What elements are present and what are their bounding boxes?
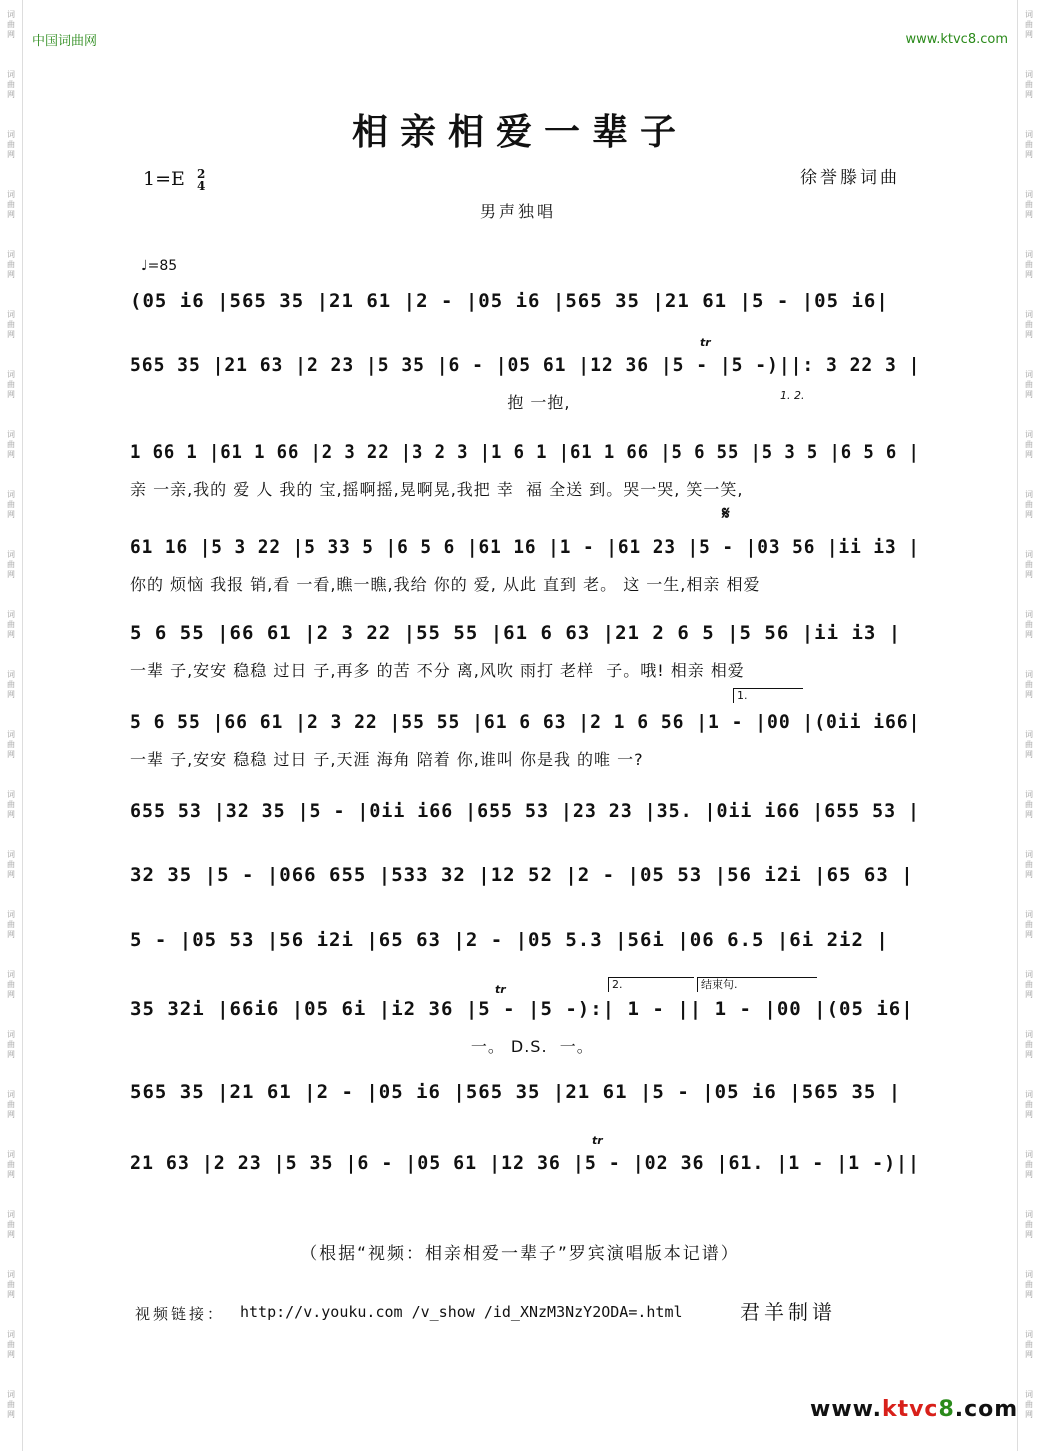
video-link-url[interactable]: http://v.youku.com /v_show /id_XNzM3NzY2ODA=.html	[240, 1303, 683, 1321]
verse-marker: 1. 2.	[780, 389, 805, 402]
tempo-marking: ♩=85	[141, 258, 178, 274]
watermark-glyph: 词 曲 网	[1025, 310, 1033, 339]
score-line	[130, 929, 920, 969]
watermark-glyph: 词 曲 网	[1025, 850, 1033, 879]
score-line	[130, 354, 920, 394]
watermark-glyph: 词 曲 网	[1025, 1030, 1033, 1059]
watermark-glyph: 词 曲 网	[7, 790, 15, 819]
site-name-left[interactable]: 中国词曲网	[32, 34, 98, 49]
watermark-glyph: 词 曲 网	[7, 1330, 15, 1359]
notation-credit: 君羊制谱	[740, 1300, 836, 1324]
watermark-glyph: 词 曲 网	[7, 10, 15, 39]
watermark-glyph: 词 曲 网	[1025, 1210, 1033, 1239]
watermark-glyph: 词 曲 网	[1025, 790, 1033, 819]
logo-part2: ktvc	[881, 1397, 939, 1422]
watermark-glyph: 词 曲 网	[1025, 10, 1033, 39]
watermark-glyph: 词 曲 网	[7, 730, 15, 759]
time-top: 2	[196, 167, 206, 181]
song-title: 相亲相爱一辈子	[351, 111, 688, 153]
trill-mark-2: tr	[495, 983, 506, 996]
watermark-glyph: 词 曲 网	[1025, 1090, 1033, 1119]
logo-part3: 8	[938, 1397, 955, 1422]
watermark-glyph: 词 曲 网	[7, 190, 15, 219]
watermark-glyph: 词 曲 网	[1025, 1150, 1033, 1179]
site-url-right[interactable]: www.ktvc8.com	[905, 32, 1008, 47]
watermark-glyph: 词 曲 网	[1025, 1270, 1033, 1299]
watermark-glyph: 词 曲 网	[7, 70, 15, 99]
key-label: 1=E	[143, 168, 185, 190]
watermark-glyph: 词 曲 网	[1025, 250, 1033, 279]
logo-part1: www.	[810, 1397, 882, 1422]
score-line	[130, 441, 920, 481]
score-line	[130, 711, 920, 751]
score-line-lyric: 亲 一亲,我的 爱 人 我的 宝,摇啊摇,晃啊晃,我把 幸 福 全送 到。哭一哭, 笑一笑,	[130, 480, 744, 499]
score-line-notes: 21 63 |2 23 |5 35 |6 - |05 61 |12 36 |5 - |02 36 |61. |1 - |1 -)||	[130, 1152, 920, 1174]
ending-2-label: 2.	[612, 978, 623, 991]
score-line-lyric: 一辈 子,安安 稳稳 过日 子,再多 的苦 不分 离,风吹 雨打 老样 子。哦! 相亲 相爱	[130, 661, 745, 680]
score-line-notes: 5 6 55 |66 61 |2 3 22 |55 55 |61 6 63 |2 1 6 56 |1 - |00 |(0ii i66|	[130, 711, 921, 733]
watermark-glyph: 词 曲 网	[7, 1390, 15, 1419]
watermark-glyph: 词 曲 网	[1025, 190, 1033, 219]
trill-mark: tr	[700, 336, 711, 349]
watermark-glyph: 词 曲 网	[1025, 490, 1033, 519]
logo-part4: .com	[954, 1397, 1019, 1422]
score-line	[130, 1081, 920, 1121]
final-ending-label: 结束句.	[701, 978, 738, 991]
watermark-glyph: 词 曲 网	[7, 1090, 15, 1119]
watermark-glyph: 词 曲 网	[7, 370, 15, 399]
watermark-glyph: 词 曲 网	[1025, 1390, 1033, 1419]
score-line-notes: 61 16 |5 3 22 |5 33 5 |6 5 6 |61 16 |1 - |61 23 |5 - |03 56 |ii i3 |	[130, 536, 920, 558]
score-line-notes: (05 i6 |565 35 |21 61 |2 - |05 i6 |565 35 |21 61 |5 - |05 i6|	[130, 290, 889, 312]
score-line-notes: 565 35 |21 61 |2 - |05 i6 |565 35 |21 61 |5 - |05 i6 |565 35 |	[130, 1081, 902, 1103]
singer-type: 男声独唱	[480, 202, 557, 221]
watermark-glyph: 词 曲 网	[7, 1210, 15, 1239]
score-line-notes: 655 53 |32 35 |5 - |0ii i66 |655 53 |23 23 |35. |0ii i66 |655 53 |	[130, 800, 920, 822]
watermark-glyph: 词 曲 网	[1025, 910, 1033, 939]
ending-1-bracket	[733, 688, 803, 703]
score-line-notes: 1 66 1 |61 1 66 |2 3 22 |3 2 3 |1 6 1 |61 1 66 |5 6 55 |5 3 5 |6 5 6 |	[130, 441, 920, 463]
watermark-glyph: 词 曲 网	[7, 850, 15, 879]
watermark-glyph: 词 曲 网	[7, 430, 15, 459]
watermark-glyph: 词 曲 网	[1025, 730, 1033, 759]
watermark-glyph: 词 曲 网	[7, 550, 15, 579]
score-line	[130, 1152, 920, 1192]
watermark-glyph: 词 曲 网	[1025, 550, 1033, 579]
score-line-notes: 32 35 |5 - |066 655 |533 32 |12 52 |2 - |05 53 |56 i2i |65 63 |	[130, 864, 914, 886]
right-watermark-strip	[1017, 0, 1040, 1451]
final-ending-bracket	[697, 977, 817, 992]
watermark-glyph: 词 曲 网	[7, 970, 15, 999]
watermark-glyph: 词 曲 网	[7, 490, 15, 519]
time-bottom: 4	[196, 179, 206, 193]
watermark-glyph: 词 曲 网	[7, 250, 15, 279]
trill-mark-3: tr	[592, 1134, 603, 1147]
watermark-glyph: 词 曲 网	[1025, 1330, 1033, 1359]
score-line	[130, 864, 920, 904]
watermark-glyph: 词 曲 网	[1025, 130, 1033, 159]
transcription-source: （根据“视频：相亲相爱一辈子”罗宾演唱版本记谱）	[300, 1244, 740, 1264]
score-line	[130, 290, 920, 330]
left-watermark-strip	[0, 0, 23, 1451]
score-line-lyric: 一。 D.S. 一。	[130, 1037, 594, 1056]
watermark-glyph: 词 曲 网	[7, 1150, 15, 1179]
score-line-notes: 5 6 55 |66 61 |2 3 22 |55 55 |61 6 63 |21 2 6 5 |5 56 |ii i3 |	[130, 622, 902, 644]
watermark-glyph: 词 曲 网	[1025, 970, 1033, 999]
watermark-glyph: 词 曲 网	[1025, 670, 1033, 699]
score-line-notes: 565 35 |21 63 |2 23 |5 35 |6 - |05 61 |12 36 |5 - |5 -)||: 3 22 3 |	[130, 354, 921, 376]
watermark-glyph: 词 曲 网	[1025, 430, 1033, 459]
ktvc8-logo[interactable]	[810, 1397, 1018, 1422]
composer-credit: 徐誉滕词曲	[800, 168, 900, 188]
watermark-glyph: 词 曲 网	[1025, 370, 1033, 399]
watermark-glyph: 词 曲 网	[7, 310, 15, 339]
key-signature	[143, 168, 205, 192]
ending-2-bracket	[608, 977, 694, 992]
score-line-lyric: 抱 一抱,	[130, 393, 571, 412]
watermark-glyph: 词 曲 网	[7, 610, 15, 639]
score-line-lyric: 一辈 子,安安 稳稳 过日 子,天涯 海角 陪着 你,谁叫 你是我 的唯 一?	[130, 750, 644, 769]
watermark-glyph: 词 曲 网	[7, 1030, 15, 1059]
watermark-glyph: 词 曲 网	[1025, 610, 1033, 639]
score-line	[130, 800, 920, 840]
score-line-notes: 35 32i |66i6 |05 6i |i2 36 |5 - |5 -):| 1 - || 1 - |00 |(05 i6|	[130, 998, 914, 1020]
watermark-glyph: 词 曲 网	[7, 670, 15, 699]
watermark-glyph: 词 曲 网	[7, 130, 15, 159]
video-link-label: 视频链接：	[135, 1305, 226, 1323]
watermark-glyph: 词 曲 网	[1025, 70, 1033, 99]
score-line	[130, 536, 920, 576]
score-line-notes: 5 - |05 53 |56 i2i |65 63 |2 - |05 5.3 |56i |06 6.5 |6i 2i2 |	[130, 929, 889, 951]
watermark-glyph: 词 曲 网	[7, 910, 15, 939]
ending-1-label: 1.	[737, 689, 748, 702]
time-signature	[197, 168, 205, 192]
segno-mark: 𝄋	[722, 503, 730, 524]
score-line	[130, 998, 920, 1038]
score-line	[130, 622, 920, 662]
score-line-lyric: 你的 烦恼 我报 销,看 一看,瞧一瞧,我给 你的 爱, 从此 直到 老。 这 一生,相亲 相爱	[130, 575, 761, 594]
watermark-glyph: 词 曲 网	[7, 1270, 15, 1299]
